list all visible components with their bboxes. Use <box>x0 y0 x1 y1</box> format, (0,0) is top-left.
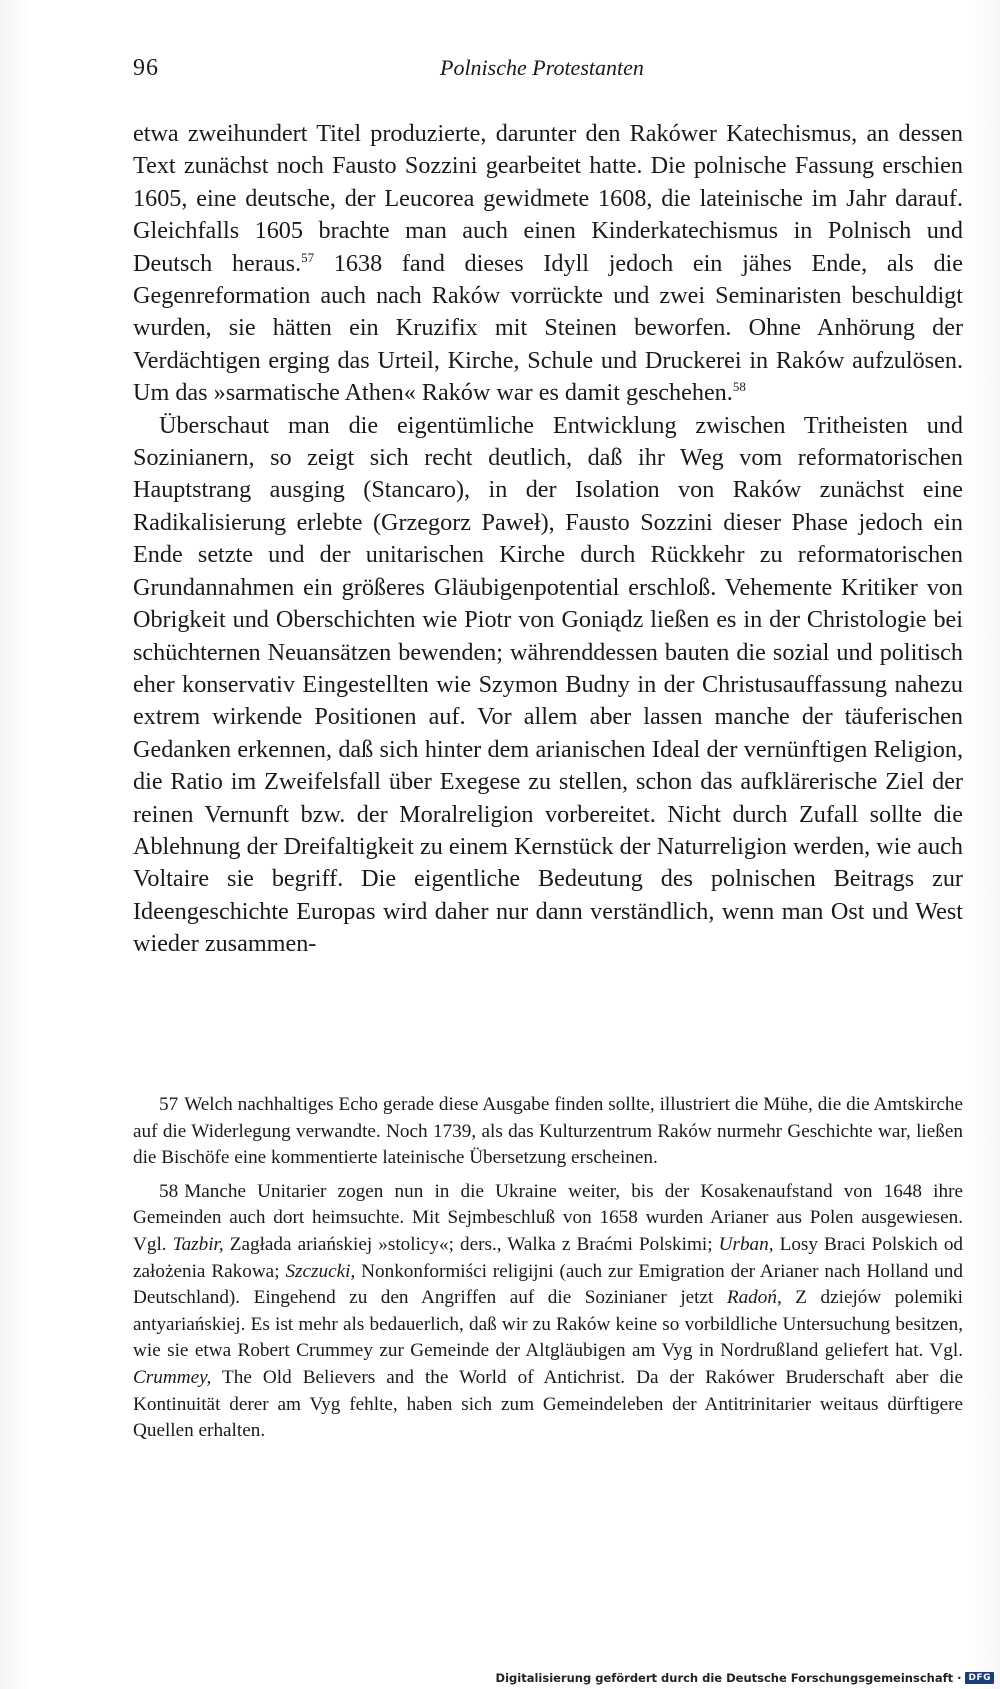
author-name: Urban, <box>718 1233 774 1255</box>
paragraph-1-text-a: etwa zweihundert Titel produzierte, darunter den Rakówer Katechismus, an dessen Text zunächst noch Fausto Sozzini gearbeitet hatte. Die polnische Fassung erschien 1605, eine deutsche, der Leucorea gewidmete 1608, die lateinische im Jahr darauf. Gleichfalls 1605 brachte man auch einen Kinderkatechismus in Polnisch und Deutsch heraus. <box>133 120 963 277</box>
footnote-text: The Old Believers and the World of Antichrist. Da der Rakówer Bruderschaft aber die Kontinuität derer am Vyg fehlte, haben sich zum Gemeindeleben der Antitrinitarier weitaus dürftigere Quellen erhalten. <box>133 1366 963 1442</box>
page-number: 96 <box>133 54 159 81</box>
footnote-number: 58 <box>159 1180 179 1202</box>
footnote-text: Welch nachhaltiges Echo gerade diese Ausgabe finden sollte, illustriert die Mühe, die die Amtskirche auf die Widerlegung verwandte. Noch 1739, als das Kulturzentrum Raków nurmehr Geschichte war, ließen die Bischöfe eine kommentierte lateinische Übersetzung erscheinen. <box>133 1094 963 1169</box>
footnote-58 <box>133 1179 963 1445</box>
author-name: Szczucki, <box>285 1260 356 1282</box>
footnote-57 <box>133 1092 963 1172</box>
digitization-credit <box>496 1671 994 1685</box>
credit-text: Digitalisierung gefördert durch die Deutsche Forschungsgemeinschaft · <box>495 1671 962 1685</box>
main-text <box>133 118 963 961</box>
footnote-text: Losy Braci Polskich od założenia Rakowa; <box>133 1233 964 1282</box>
footnote-text: Zagłada ariańskiej »stolicy«; ders., Walka z Braćmi Polskimi; <box>223 1233 719 1255</box>
footnote-ref-57[interactable]: 57 <box>301 249 315 265</box>
paragraph-2: Überschaut man die eigentümliche Entwicklung zwischen Tritheisten und Sozinianern, so zeigt sich recht deutlich, daß ihr Weg vom reformatorischen Hauptstrang ausging (Stancaro), in der Isolation von Raków zunächst eine Radikalisierung erlebte (Grzegorz Paweł), Fausto Sozzini dieser Phase jedoch ein Ende setzte und der unitarischen Kirche durch Rückkehr zu reformatorischen Grundannahmen ein größeres Gläubigenpotential erschloß. Vehemente Kritiker von Obrigkeit und Oberschichten wie Piotr von Goniądz ließen es in der Christologie bei schüchternen Neuansätzen bewenden; währenddessen bauten die sozial und politisch eher konservativ Eingestellten wie Szymon Budny in der Christusauffassung nahezu extrem wirkende Positionen auf. Vor allem aber lassen manche der täuferischen Gedanken erkennen, daß sich hinter dem arianischen Ideal der vernünftigen Religion, die Ratio im Zweifelsfall über Exegese zu stellen, schon das aufklärerische Ziel der reinen Vernunft bzw. der Moralreligion vorbereitet. Nicht durch Zufall sollte die Ablehnung der Dreifaltigkeit zu einem Kernstück der Naturreligion werden, wie auch Voltaire sie begriff. Die eigentliche Bedeutung des polnischen Beitrags zur Ideengeschichte Europas wird daher nur dann verständlich, wenn man Ost und West wieder zusammen- <box>133 411 963 958</box>
footnote-ref-58[interactable]: 58 <box>732 379 746 395</box>
footnote-number: 57 <box>159 1094 179 1115</box>
paragraph-1-text-b: 1638 fand dieses Idyll jedoch ein jähes Ende, als die Gegenreformation auch nach Raków vorrückte und zwei Seminaristen beschuldigt wurden, sie hätten ein Kruzifix mit Steinen beworfen. Ohne Anhörung der Verdächtigen erging das Urteil, Kirche, Schule und Druckerei in Raków aufzulösen. Um das »sarmatische Athen« Raków war es damit geschehen. <box>133 249 963 407</box>
author-name: Radoń, <box>726 1287 782 1309</box>
author-name: Crummey, <box>133 1366 212 1388</box>
paragraph-1 <box>133 118 963 410</box>
page-header <box>133 50 963 86</box>
running-title: Polnische Protestanten <box>440 55 644 80</box>
footnotes <box>133 1092 963 1452</box>
dfg-logo-icon: DFG <box>965 1672 994 1684</box>
author-name: Tazbir, <box>172 1233 224 1255</box>
footnote-text: Z dziejów polemiki antyariańskiej. Es ist mehr als bedauerlich, daß wir zu Raków keine so vorbildliche Untersuchung besitzen, wie sie etwa Robert Crummey zur Gemeinde der Altgläubigen am Vyg in Nordrußland geliefert hat. Vgl. <box>133 1287 963 1362</box>
footnote-text: Manche Unitarier zogen nun in die Ukraine weiter, bis der Kosakenaufstand von 1648 ihre Gemeinden auch dort heimsuchte. Mit Sejmbeschluß von 1658 wurden Arianer aus Polen ausgewiesen. Vgl. <box>133 1180 963 1255</box>
footnote-text: Nonkonformiści religijni (auch zur Emigration der Arianer nach Holland und Deutschland). Eingehend zu den Angriffen auf die Sozinianer jetzt <box>133 1260 963 1309</box>
